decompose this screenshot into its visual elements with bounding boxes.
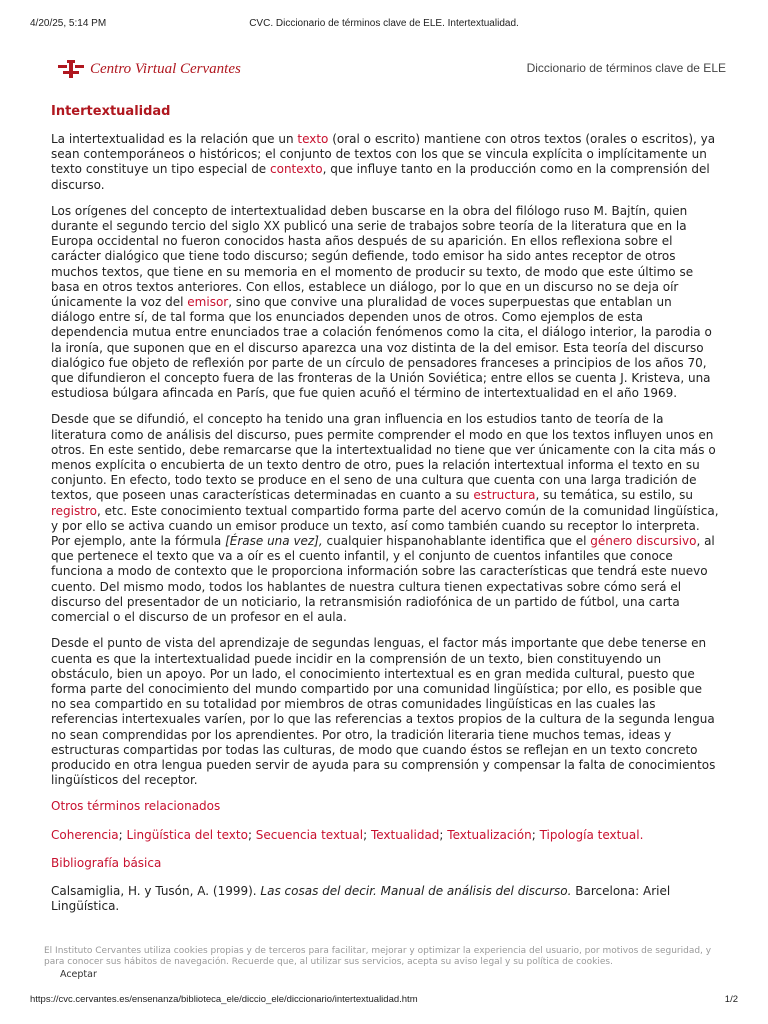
link-contexto[interactable]: contexto bbox=[270, 162, 323, 177]
site-header bbox=[58, 56, 726, 82]
page-title: Intertextualidad bbox=[51, 104, 171, 119]
related-term-link[interactable]: Lingüística del texto bbox=[126, 827, 248, 842]
related-term-link[interactable]: Textualidad bbox=[370, 827, 440, 842]
related-term-link[interactable]: Secuencia textual bbox=[255, 827, 364, 842]
bibliography-entry bbox=[51, 884, 719, 914]
separator: ; bbox=[531, 827, 540, 842]
bibliography-heading: Bibliografía básica bbox=[51, 855, 162, 870]
link-genero-discursivo[interactable]: género discursivo bbox=[590, 534, 697, 549]
text-run: , su temática, su estilo, su bbox=[535, 488, 693, 503]
print-header bbox=[0, 18, 768, 32]
paragraph-learning: Desde el punto de vista del aprendizaje de segundas lenguas, el factor más importante que debe tenerse en cuenta es que la intertextualidad puede incidir en la comprensión de un texto, bien constituyendo un obstáculo, bien un apoyo. Por un lado, el conocimiento intertextual es en gran medida cultural, puesto que forma parte del conocimiento del mundo compartido por una comunidad lingüística; por ello, es posible que no sea compartido en su totalidad por miembros de otras comunidades lingüísticas en las cuales las referencias intertexuales varíen, por lo que las referencias a textos propios de la cultura de la segunda lengua no sean comprendidas por los aprendientes. Por otro, la tradición literaria tiene muchos temas, ideas y estructuras compartidas por todas las culturas, de modo que cuando éstos se reflejan en un texto concreto producido en otra lengua pueden servir de ayuda para su comprensión y compensar la falta de conocimientos lingüísticos del receptor. bbox=[51, 636, 716, 788]
cookie-notice: El Instituto Cervantes utiliza cookies propias y de terceros para facilitar, mejorar y optimizar la experiencia del usuario, por motivos de seguridad, y para conocer sus hábitos de navegación. Recuerde que, al utilizar sus servicios, acepta su aviso legal y su política de cookies. bbox=[44, 946, 712, 967]
text-run: , sino que convive una pluralidad de voces superpuestas que entablan un diálogo entre sí, de tal forma que los enunciados dependen unos de otros. Como ejemplos de esta dependencia mutua entre enunciados trae a colación fenómenos como la cita, el diálogo interior, la parodia o la ironía, que suponen que en el discurso aparezca una voz distinta de la del emisor. Esta teoría del discurso dialógico fue objeto de reflexión por parte de un círculo de pensadores franceses a principios de los años 70, que difundieron el concepto fuera de las fronteras de la Unión Soviética; entre ellos se cuenta J. Kristeva, una estudiosa búlgara afincada en París, que fue quien acuñó el término de intertextualidad en el año 1969. bbox=[51, 295, 712, 401]
page-number: 1/2 bbox=[724, 994, 738, 1005]
text-run: (oral o escrito) mantiene con otros textos (orales o escritos), ya sean contemporáneos o históricos; el conjunto de textos con los que se vincula explícita o implícitamente un texto constituye un tipo especial de bbox=[51, 132, 716, 177]
paragraph-origins bbox=[51, 204, 719, 402]
separator: ; bbox=[363, 827, 371, 842]
related-term-link[interactable]: Coherencia bbox=[51, 827, 119, 842]
italic-formula: [Érase una vez], bbox=[225, 534, 323, 549]
article bbox=[51, 104, 719, 925]
book-title: Las cosas del decir. Manual de análisis del discurso. bbox=[260, 883, 572, 898]
dictionary-link[interactable]: Diccionario de términos clave de ELE bbox=[526, 61, 726, 75]
accept-cookies-button[interactable]: Aceptar bbox=[60, 969, 97, 980]
separator: ; bbox=[439, 827, 448, 842]
related-term-link[interactable]: Textualización bbox=[447, 827, 532, 842]
text-run: , etc. Este conocimiento textual compartido forma parte del acervo común de la comunidad lingüística, y por ello se activa cuando un emisor produce un texto, así como también cuando su receptor lo interpreta. Por ejemplo, ante la fórmula bbox=[51, 503, 719, 549]
separator: ; bbox=[247, 827, 256, 842]
link-emisor[interactable]: emisor bbox=[187, 295, 229, 310]
paragraph-definition bbox=[51, 132, 719, 193]
text-run: Desde que se difundió, el concepto ha tenido una gran influencia en los estudios tanto de teoría de la literatura como de análisis del discurso, pues permite comprender el modo en que los textos influyen unos en otros. En este sentido, debe remarcarse que la intertextualidad no tiene que ver únicamente con la cita más o menos explícita o encubierta de un texto dentro de otro, pues la relación intertextual informa el texto en su conjunto. En efecto, todo texto se produce en el seno de una cultura que cuenta con una larga tradición de textos, que poseen unas características determinadas en cuanto a su bbox=[51, 412, 716, 503]
text-run: cualquier hispanohablante identifica que el bbox=[322, 534, 591, 549]
text-run: Barcelona: Ariel Lingüística. bbox=[51, 883, 671, 914]
text-run: , que influye tanto en la producción como en la comprensión del discurso. bbox=[51, 162, 710, 192]
related-terms-list bbox=[51, 828, 719, 843]
text-run: La intertextualidad es la relación que un bbox=[51, 132, 298, 146]
link-registro[interactable]: registro bbox=[51, 503, 97, 518]
print-date: 4/20/25, 5:14 PM bbox=[30, 18, 107, 29]
text-run: , al que pertenece el texto que va a oír es el cuento infantil, y el conjunto de cuentos infantiles que conoce funciona a modo de contexto que le proporciona información sobre las características que tendrá este nuevo cuento. Del mismo modo, todos los hablantes de nuestra cultura tienen expectativas sobre cómo será el discurso del presentador de un noticiario, la retransmisión radiofónica de un partido de fútbol, una carta comercial o el discurso de un profesor en el aula. bbox=[51, 534, 715, 625]
paragraph-influence bbox=[51, 412, 719, 625]
link-estructura[interactable]: estructura bbox=[473, 488, 536, 503]
separator: ; bbox=[118, 827, 127, 842]
cervantes-logo-icon bbox=[58, 60, 84, 78]
period: . bbox=[639, 827, 644, 842]
text-run: Los orígenes del concepto de intertextualidad deben buscarse en la obra del filólogo ruso M. Bajtín, quien durante el segundo tercio del siglo XX publicó una serie de trabajos sobre teoría de la literatura que en la Europa occidental no fueron conocidos hasta años después de su aparición. En ellos reflexiona sobre el carácter dialógico que tiene todo discurso; según defiende, todo emisor ha sido antes receptor de otros muchos textos, que tiene en su memoria en el momento de producir su texto, de modo que este último se basa en otros textos anteriores. Con ellos, establece un diálogo, por lo que en un discurso no se deja oír únicamente la voz del bbox=[51, 203, 694, 310]
page-url: https://cvc.cervantes.es/ensenanza/biblioteca_ele/diccio_ele/diccionario/intertextualidad.htm bbox=[30, 994, 418, 1005]
print-document-title: CVC. Diccionario de términos clave de ELE. Intertextualidad. bbox=[249, 18, 519, 29]
related-term-link[interactable]: Tipología textual bbox=[539, 827, 640, 842]
link-texto[interactable]: texto bbox=[297, 132, 329, 146]
logo-text: Centro Virtual Cervantes bbox=[90, 60, 241, 77]
text-run: Calsamiglia, H. y Tusón, A. (1999). bbox=[51, 883, 261, 898]
cvc-logo[interactable] bbox=[58, 56, 241, 82]
related-terms-heading: Otros términos relacionados bbox=[51, 799, 221, 814]
